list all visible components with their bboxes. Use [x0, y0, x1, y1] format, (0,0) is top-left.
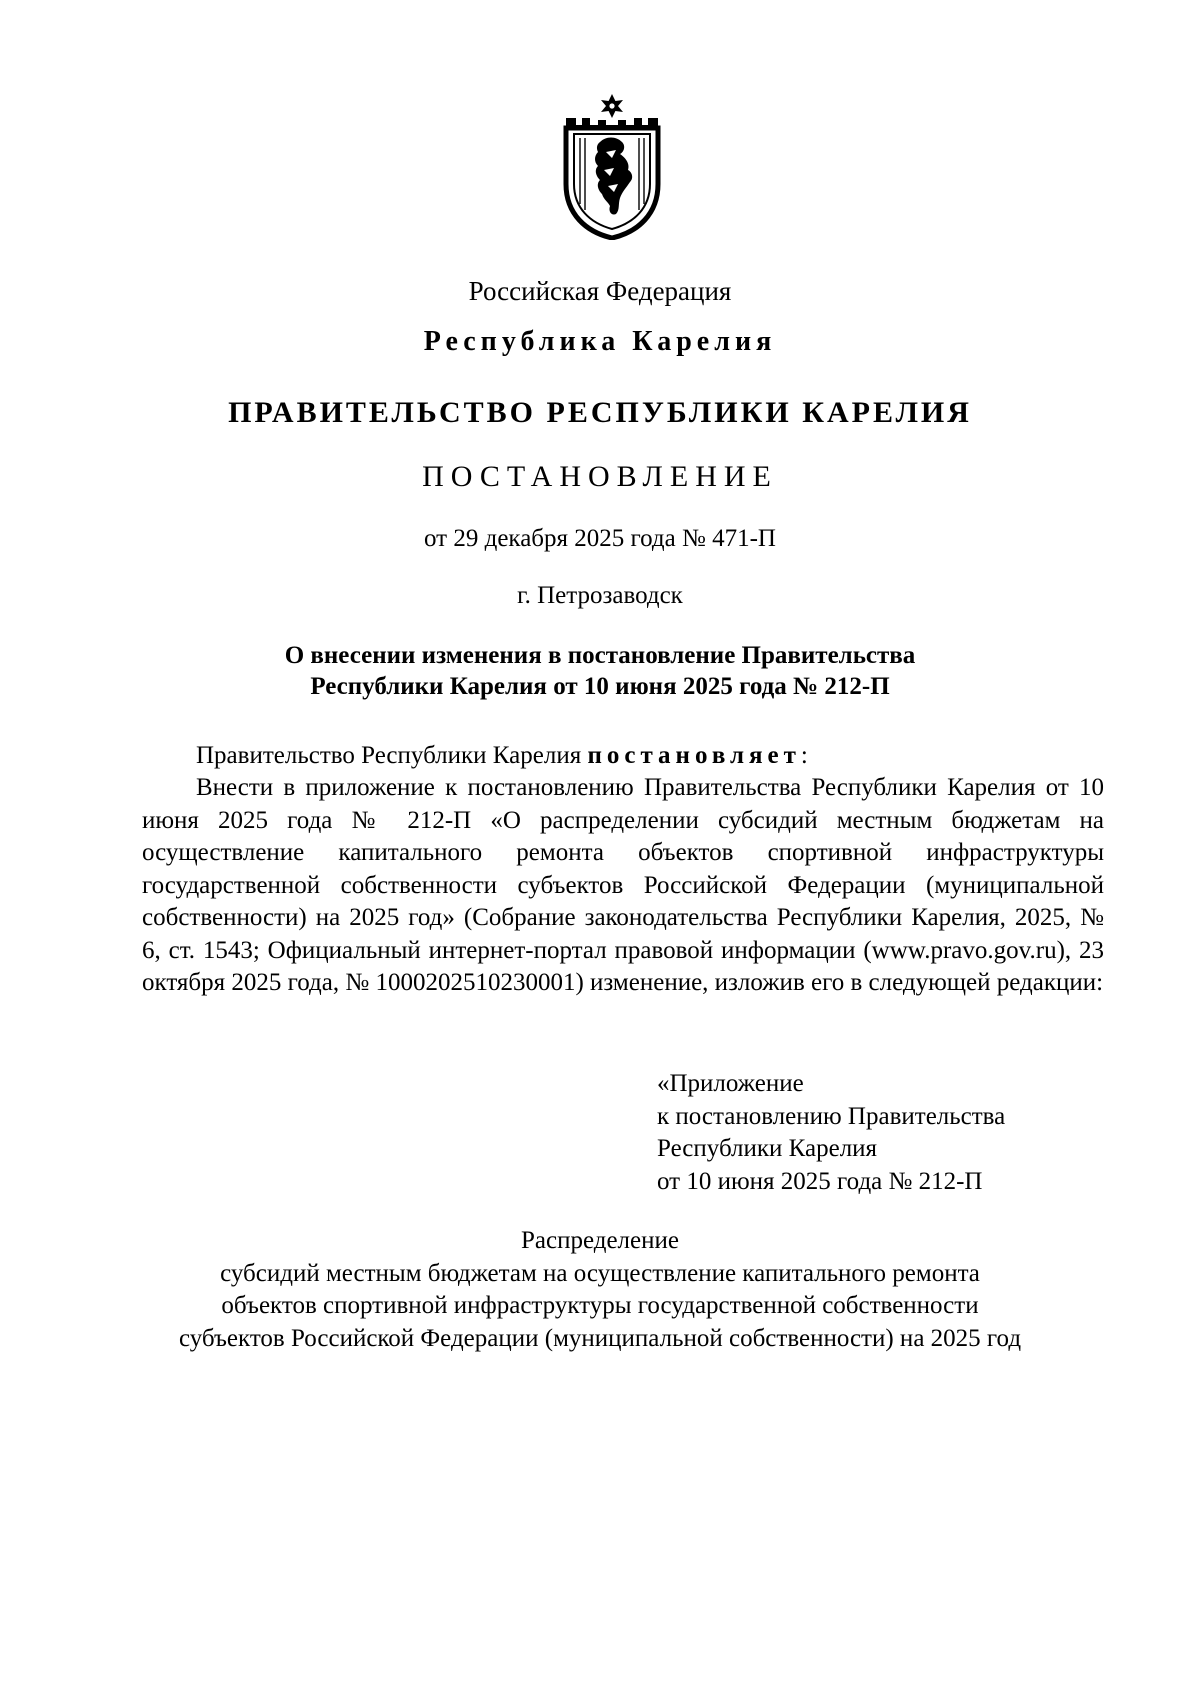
- republic-name: Республика Карелия: [423, 326, 777, 357]
- decree-title: [0, 640, 1200, 702]
- decree-title-line: О внесении изменения в постановление Правительства: [284, 642, 916, 669]
- government-name: ПРАВИТЕЛЬСТВО РЕСПУБЛИКИ КАРЕЛИЯ: [228, 396, 972, 429]
- city-name: г. Петрозаводск: [517, 582, 683, 609]
- star-icon: [601, 94, 623, 118]
- karelia-coat-of-arms-icon: [560, 92, 664, 240]
- appendix-line: «Приложение: [657, 1070, 804, 1097]
- intro-paragraph: [142, 740, 1104, 773]
- appendix-line: к постановлению Правительства: [657, 1102, 1006, 1130]
- intro-suffix: :: [800, 742, 808, 769]
- appendix-block: [657, 1068, 1005, 1198]
- distribution-line: субъектов Российской Федерации (муниципальной собственности) на 2025 год: [178, 1324, 1022, 1352]
- main-paragraph: Внести в приложение к постановлению Правительства Республики Карелия от 10 июня 2025 года № 212-П «О распределении субсидий местным бюджетам на осуществление капитального ремонта объектов спортивной инфраструктуры государственной собственности субъектов Российской Федерации (муниципальной собственности) на 2025 год» (Собрание законодательства Республики Карелия, 2025, № 6, ст. 1543; Официальный интернет-портал правовой информации (www.pravo.gov.ru), 23 октября 2025 года, № 1000202510230001) изменение, изложив его в следующей редакции:: [142, 774, 1104, 996]
- distribution-title: Распределение: [521, 1227, 679, 1254]
- decree-date-number: от 29 декабря 2025 года № 471-П: [424, 525, 776, 552]
- document-type: ПОСТАНОВЛЕНИЕ: [422, 460, 778, 493]
- intro-prefix: Правительство Республики Карелия: [196, 742, 588, 769]
- decree-title-line: Республики Карелия от 10 июня 2025 года № 212-П: [310, 673, 890, 700]
- appendix-line: от 10 июня 2025 года № 212-П: [657, 1167, 983, 1195]
- country-name: Российская Федерация: [468, 276, 732, 306]
- appendix-line: Республики Карелия: [657, 1135, 878, 1162]
- intro-verb: постановляет: [587, 742, 801, 769]
- distribution-heading: [0, 1225, 1200, 1355]
- distribution-line: объектов спортивной инфраструктуры государственной собственности: [221, 1292, 979, 1319]
- distribution-line: субсидий местным бюджетам на осуществление капитального ремонта: [220, 1259, 980, 1287]
